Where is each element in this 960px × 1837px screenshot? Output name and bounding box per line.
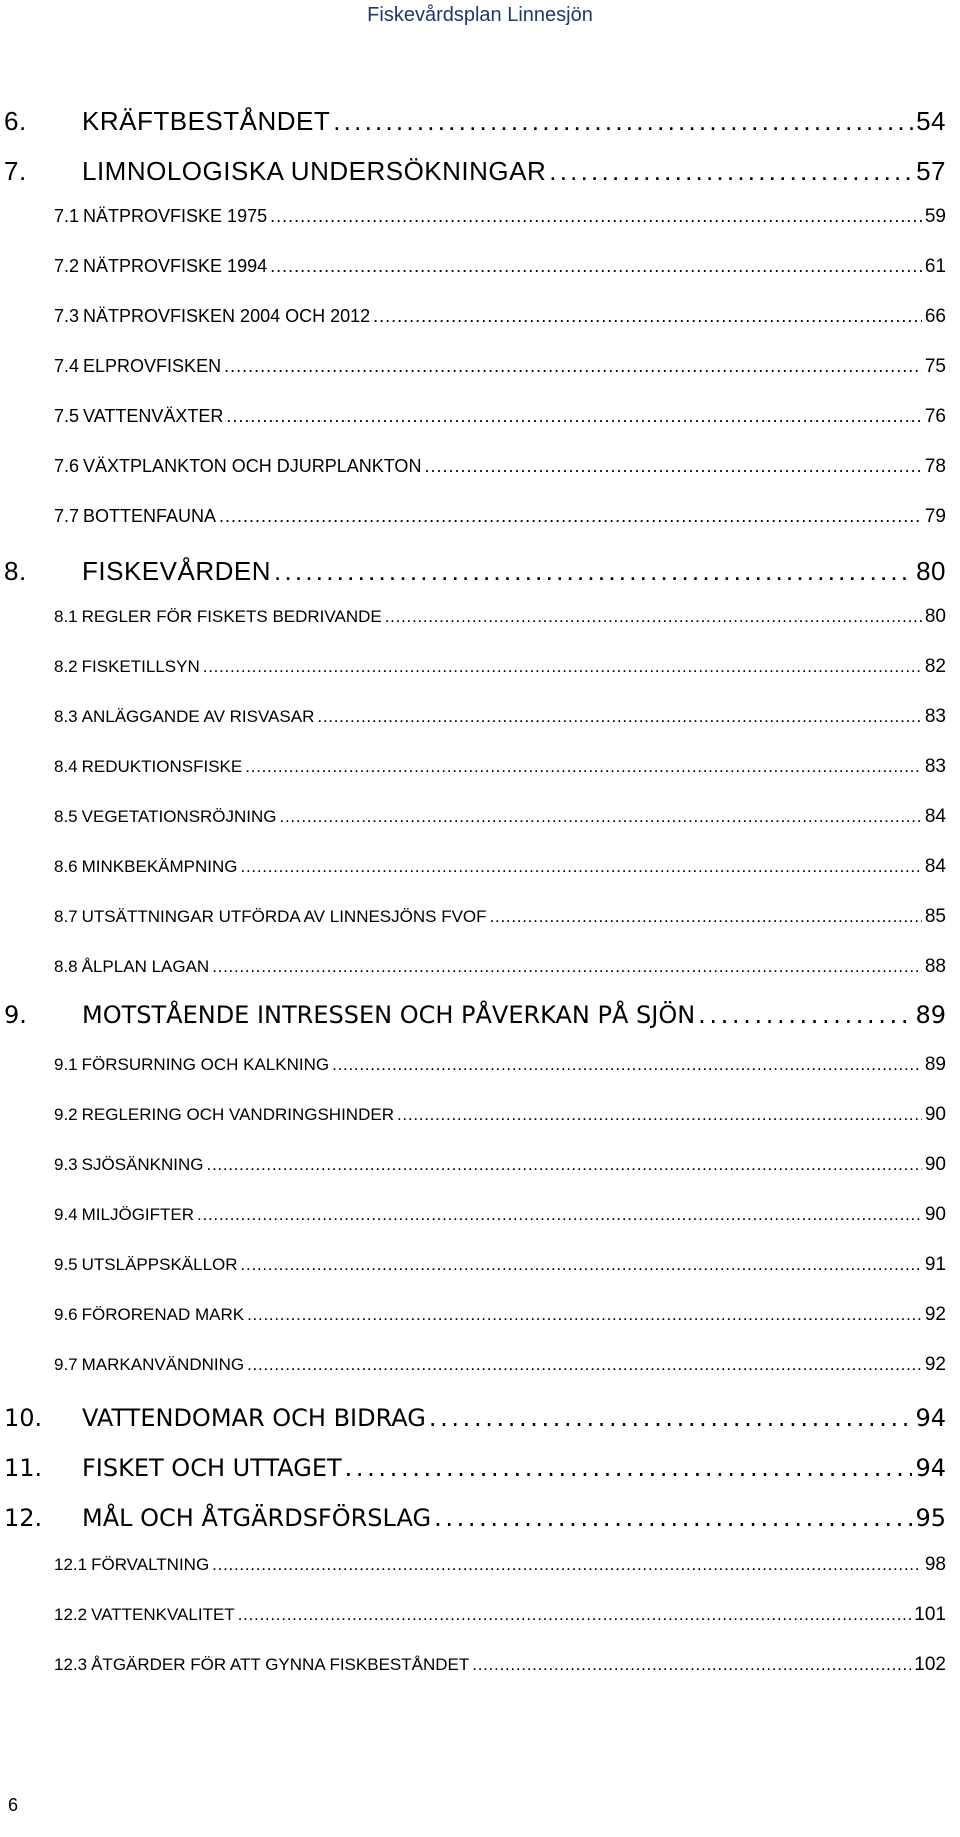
toc-entry-page: 88 xyxy=(924,956,946,977)
toc-entry-title: REGLER FÖR FISKETS BEDRIVANDE xyxy=(81,607,382,626)
toc-entry-number: 12. xyxy=(4,1504,43,1532)
toc-entry[interactable] xyxy=(0,856,946,878)
toc-entry-page: 80 xyxy=(924,606,946,627)
toc-entry-number: 9.7 xyxy=(54,1355,78,1374)
toc-entry-number: 7.7 xyxy=(54,506,80,526)
toc-entry-number: 7.4 xyxy=(54,356,80,376)
toc-entry-page: 84 xyxy=(924,806,946,827)
toc-entry-title: NÄTPROVFISKEN 2004 OCH 2012 xyxy=(83,306,371,326)
toc-entry-title: UTSÄTTNINGAR UTFÖRDA AV LINNESJÖNS FVOF xyxy=(81,907,487,926)
toc-entry-number: 7.5 xyxy=(54,406,80,426)
toc-dot-leader xyxy=(270,206,922,227)
toc-dot-leader xyxy=(219,506,922,527)
toc-entry-title: SJÖSÄNKNING xyxy=(81,1155,204,1174)
toc-entry-number: 8.1 xyxy=(54,607,78,626)
toc-entry-page: 90 xyxy=(924,1204,946,1225)
toc-dot-leader xyxy=(317,707,921,727)
document-title: Fiskevårdsplan Linnesjön xyxy=(367,4,593,26)
toc-dot-leader xyxy=(424,456,921,477)
toc-entry-title: ÅLPLAN LAGAN xyxy=(81,957,210,976)
toc-entry-number: 12.2 xyxy=(54,1605,88,1624)
toc-entry[interactable] xyxy=(0,756,946,778)
toc-dot-leader xyxy=(429,1404,913,1432)
toc-entry-title: FISKETILLSYN xyxy=(81,657,200,676)
toc-dot-leader xyxy=(549,156,913,187)
toc-entry-number: 9.5 xyxy=(54,1255,78,1274)
toc-dot-leader xyxy=(207,1155,922,1175)
toc-entry-number: 9. xyxy=(4,1001,27,1029)
toc-entry-number: 9.4 xyxy=(54,1205,78,1224)
toc-entry-page: 90 xyxy=(924,1154,946,1175)
toc-dot-leader xyxy=(698,1001,912,1029)
toc-dot-leader xyxy=(203,657,922,677)
toc-entry-page: 92 xyxy=(924,1304,946,1325)
toc-entry-title: REGLERING OCH VANDRINGSHINDER xyxy=(81,1105,394,1124)
toc-entry-page: 82 xyxy=(924,656,946,677)
toc-entry-number: 8.2 xyxy=(54,657,78,676)
toc-entry[interactable] xyxy=(0,1001,946,1029)
toc-entry-title: VATTENKVALITET xyxy=(91,1605,235,1624)
toc-dot-leader xyxy=(212,957,922,977)
toc-entry[interactable] xyxy=(0,456,946,478)
toc-entry-title: FISKEVÅRDEN xyxy=(82,556,271,586)
toc-dot-leader xyxy=(270,256,922,277)
toc-entry-number: 8.6 xyxy=(54,857,78,876)
toc-entry-page: 75 xyxy=(924,356,946,377)
toc-dot-leader xyxy=(241,1255,922,1275)
toc-entry[interactable] xyxy=(0,1654,946,1676)
toc-entry-title: MOTSTÅENDE INTRESSEN OCH PÅVERKAN PÅ SJÖN xyxy=(82,1001,696,1029)
toc-entry-page: 59 xyxy=(924,206,946,227)
toc-entry-number: 9.1 xyxy=(54,1055,78,1074)
toc-dot-leader xyxy=(238,1605,912,1625)
toc-entry-number: 7.1 xyxy=(54,206,80,226)
toc-entry-title: LIMNOLOGISKA UNDERSÖKNINGAR xyxy=(82,156,547,186)
toc-entry-page: 57 xyxy=(916,156,946,186)
toc-entry-page: 94 xyxy=(915,1404,946,1432)
toc-entry-title: REDUKTIONSFISKE xyxy=(81,757,243,776)
toc-entry-title: MINKBEKÄMPNING xyxy=(81,857,238,876)
toc-entry-page: 83 xyxy=(924,756,946,777)
toc-entry[interactable] xyxy=(0,656,946,678)
toc-entry-page: 85 xyxy=(924,906,946,927)
toc-entry-title: UTSLÄPPSKÄLLOR xyxy=(81,1255,238,1274)
toc-dot-leader xyxy=(434,1504,912,1532)
toc-entry[interactable] xyxy=(0,956,946,978)
toc-entry-number: 10. xyxy=(4,1404,43,1432)
toc-dot-leader xyxy=(472,1655,911,1675)
toc-entry-title: FÖRSURNING OCH KALKNING xyxy=(81,1055,330,1074)
toc-entry[interactable] xyxy=(0,1054,946,1076)
toc-entry-page: 76 xyxy=(924,406,946,427)
toc-entry-number: 6. xyxy=(4,106,27,136)
toc-entry-title: VATTENDOMAR OCH BIDRAG xyxy=(82,1404,426,1432)
toc-dot-leader xyxy=(373,306,922,327)
toc-entry-title: VÄXTPLANKTON OCH DJURPLANKTON xyxy=(83,456,422,476)
toc-entry-title: VEGETATIONSRÖJNING xyxy=(81,807,277,826)
running-header xyxy=(0,0,960,30)
toc-entry[interactable] xyxy=(0,406,946,428)
toc-dot-leader xyxy=(490,907,922,927)
toc-entry-number: 8.5 xyxy=(54,807,78,826)
toc-entry[interactable] xyxy=(0,1254,946,1276)
toc-entry-title: NÄTPROVFISKE 1975 xyxy=(83,206,268,226)
toc-entry-number: 7. xyxy=(4,156,27,186)
toc-entry[interactable] xyxy=(0,106,946,137)
toc-entry[interactable] xyxy=(0,156,946,187)
toc-entry-number: 12.1 xyxy=(54,1555,88,1574)
toc-entry-page: 78 xyxy=(924,456,946,477)
toc-entry-title: FISKET OCH UTTAGET xyxy=(82,1454,342,1482)
toc-entry-title: MARKANVÄNDNING xyxy=(81,1355,245,1374)
toc-entry-title: ELPROVFISKEN xyxy=(83,356,222,376)
toc-entry-page: 89 xyxy=(924,1054,946,1075)
toc-entry-number: 8.3 xyxy=(54,707,78,726)
toc-entry[interactable] xyxy=(0,1154,946,1176)
toc-dot-leader xyxy=(247,1355,922,1375)
toc-entry-number: 9.6 xyxy=(54,1305,78,1324)
toc-dot-leader xyxy=(241,857,922,877)
toc-entry-title: BOTTENFAUNA xyxy=(83,506,217,526)
toc-dot-leader xyxy=(197,1205,922,1225)
toc-entry[interactable] xyxy=(0,606,946,628)
toc-dot-leader xyxy=(247,1305,922,1325)
toc-entry[interactable] xyxy=(0,906,946,928)
toc-entry-number: 7.6 xyxy=(54,456,80,476)
toc-dot-leader xyxy=(385,607,922,627)
toc-entry-number: 8.7 xyxy=(54,907,78,926)
toc-entry[interactable] xyxy=(0,1554,946,1576)
toc-entry-page: 79 xyxy=(924,506,946,527)
toc-dot-leader xyxy=(245,757,922,777)
toc-entry[interactable] xyxy=(0,256,946,278)
toc-entry[interactable] xyxy=(0,1604,946,1626)
toc-entry-page: 91 xyxy=(924,1254,946,1275)
toc-entry-page: 66 xyxy=(924,306,946,327)
toc-entry[interactable] xyxy=(0,706,946,728)
toc-entry-number: 9.2 xyxy=(54,1105,78,1124)
toc-entry-title: VATTENVÄXTER xyxy=(83,406,224,426)
toc-entry-title: FÖRORENAD MARK xyxy=(81,1305,245,1324)
toc-entry[interactable] xyxy=(0,206,946,228)
toc-entry-title: MÅL OCH ÅTGÄRDSFÖRSLAG xyxy=(82,1504,432,1532)
toc-dot-leader xyxy=(397,1105,922,1125)
toc-entry-page: 92 xyxy=(924,1354,946,1375)
toc-entry-number: 7.3 xyxy=(54,306,80,326)
toc-dot-leader xyxy=(345,1454,913,1482)
toc-entry-title: FÖRVALTNING xyxy=(91,1555,210,1574)
toc-entry[interactable] xyxy=(0,356,946,378)
toc-entry-number: 12.3 xyxy=(54,1655,88,1674)
toc-dot-leader xyxy=(224,356,922,377)
toc-entry[interactable] xyxy=(0,1304,946,1326)
toc-entry[interactable] xyxy=(0,1454,946,1482)
toc-entry-page: 89 xyxy=(915,1001,946,1029)
toc-entry[interactable] xyxy=(0,1404,946,1432)
toc-entry-page: 84 xyxy=(924,856,946,877)
toc-entry[interactable] xyxy=(0,1104,946,1126)
toc-entry-page: 101 xyxy=(914,1604,946,1625)
toc-dot-leader xyxy=(333,106,913,137)
toc-entry-number: 8.4 xyxy=(54,757,78,776)
toc-entry[interactable] xyxy=(0,806,946,828)
toc-entry-number: 8. xyxy=(4,556,27,586)
toc-entry-title: KRÄFTBESTÅNDET xyxy=(82,106,331,136)
toc-entry-title: ANLÄGGANDE AV RISVASAR xyxy=(81,707,315,726)
toc-dot-leader xyxy=(280,807,922,827)
toc-entry-page: 54 xyxy=(916,106,946,136)
toc-entry-title: ÅTGÄRDER FÖR ATT GYNNA FISKBESTÅNDET xyxy=(91,1655,470,1674)
toc-dot-leader xyxy=(332,1055,922,1075)
toc-entry-number: 7.2 xyxy=(54,256,80,276)
toc-entry-page: 90 xyxy=(924,1104,946,1125)
toc-entry-page: 94 xyxy=(915,1454,946,1482)
toc-entry-number: 8.8 xyxy=(54,957,78,976)
toc-entry-title: NÄTPROVFISKE 1994 xyxy=(83,256,268,276)
page-number: 6 xyxy=(8,1795,19,1815)
toc-entry[interactable] xyxy=(0,1204,946,1226)
toc-entry[interactable] xyxy=(0,306,946,328)
toc-entry[interactable] xyxy=(0,1504,946,1532)
toc-entry[interactable] xyxy=(0,556,946,587)
toc-entry-page: 80 xyxy=(916,556,946,586)
toc-entry-number: 9.3 xyxy=(54,1155,78,1174)
toc-dot-leader xyxy=(226,406,921,427)
toc-entry[interactable] xyxy=(0,1354,946,1376)
toc-entry-page: 95 xyxy=(915,1504,946,1532)
toc-entry-number: 11. xyxy=(4,1454,43,1482)
toc-entry-title: MILJÖGIFTER xyxy=(81,1205,195,1224)
toc-entry-page: 61 xyxy=(924,256,946,277)
toc-entry-page: 102 xyxy=(914,1654,946,1675)
toc-entry-page: 83 xyxy=(924,706,946,727)
toc-dot-leader xyxy=(212,1555,922,1575)
toc-entry[interactable] xyxy=(0,506,946,528)
toc-dot-leader xyxy=(274,556,913,587)
toc-entry-page: 98 xyxy=(924,1554,946,1575)
